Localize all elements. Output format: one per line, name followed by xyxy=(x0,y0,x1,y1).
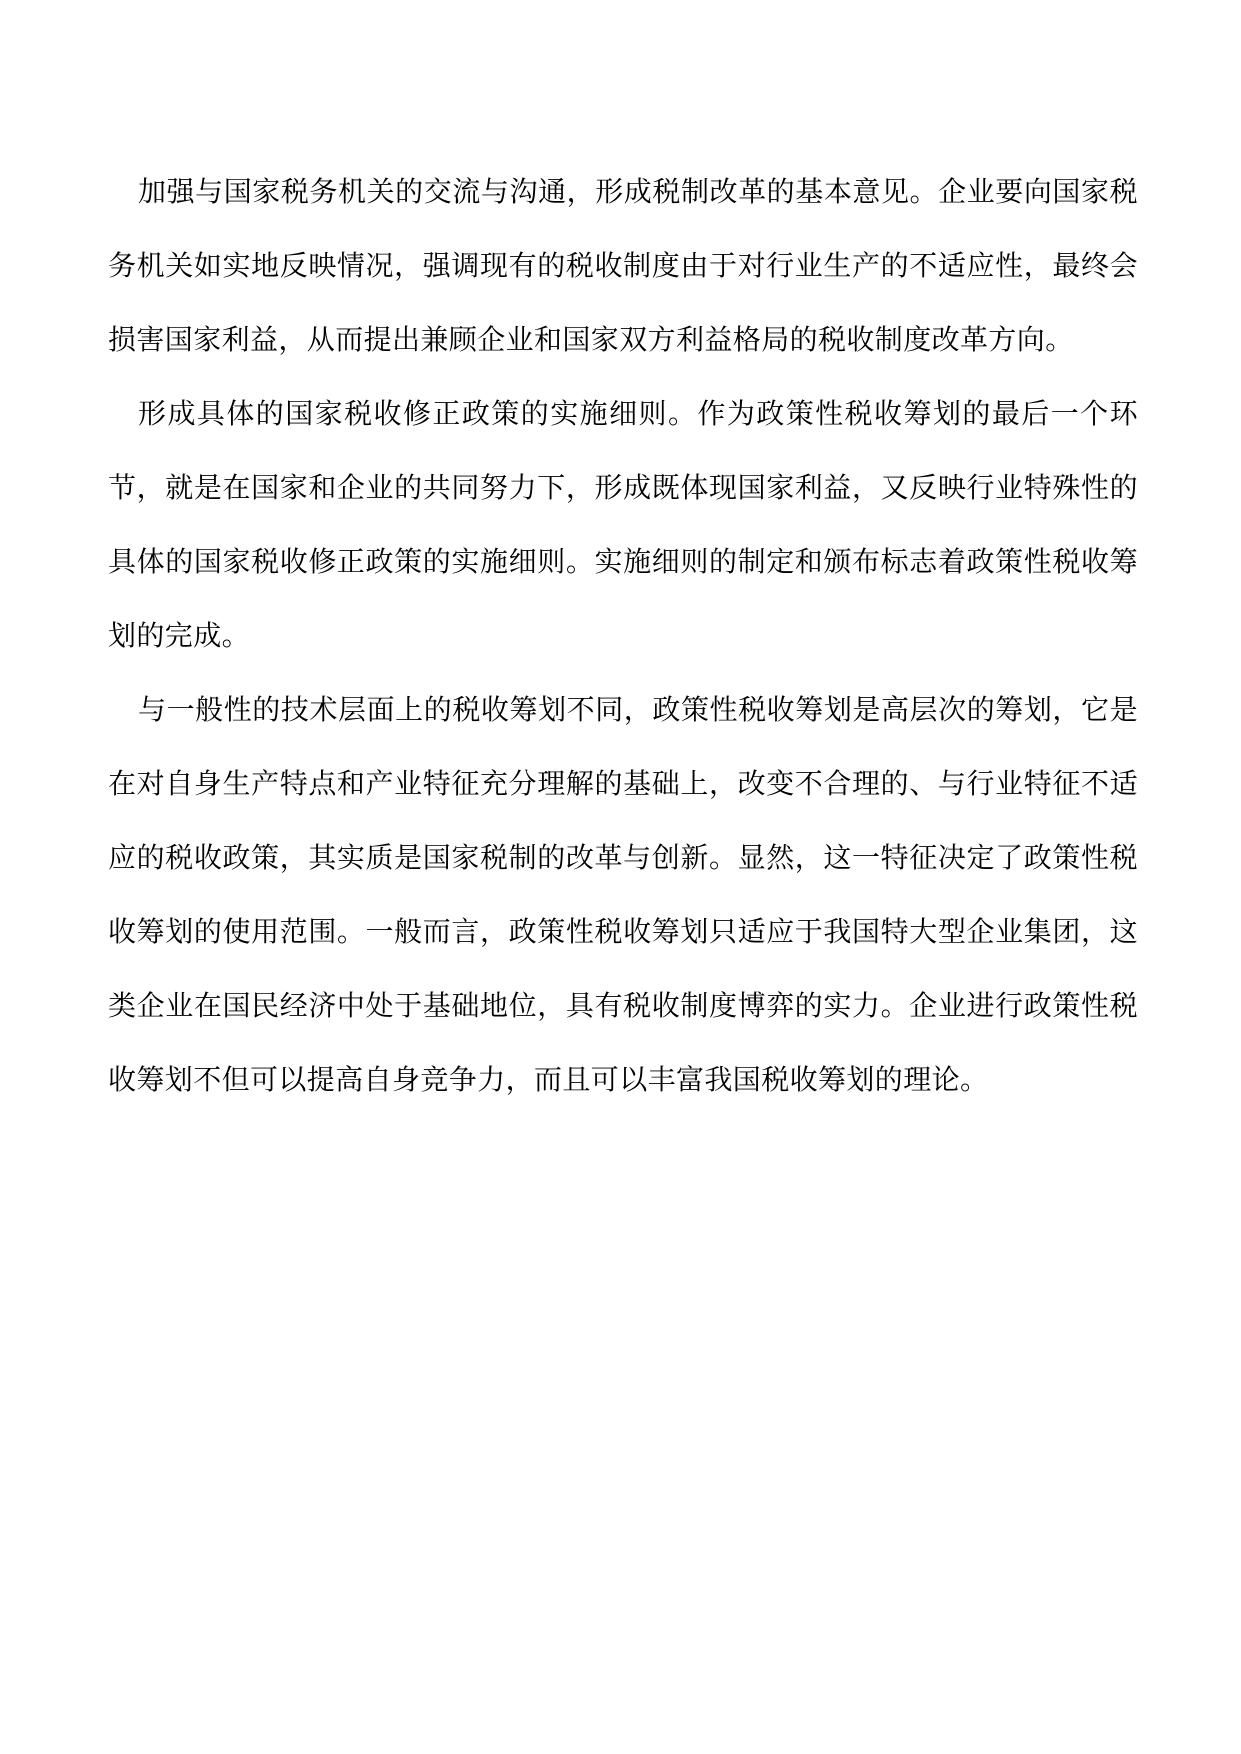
paragraph-3: 与一般性的技术层面上的税收筹划不同，政策性税收筹划是高层次的筹划，它是在对自身生产特点和产业特征充分理解的基础上，改变不合理的、与行业特征不适应的税收政策，其实质是国家税制的改革与创新。显然，这一特征决定了政策性税收筹划的使用范围。一般而言，政策性税收筹划只适应于我国特大型企业集团，这类企业在国民经济中处于基础地位，具有税收制度博弈的实力。企业进行政策性税收筹划不但可以提高自身竞争力，而且可以丰富我国税收筹划的理论。 xyxy=(108,693,1138,1096)
document-body xyxy=(108,155,1138,1117)
paragraph-1: 加强与国家税务机关的交流与沟通，形成税制改革的基本意见。企业要向国家税务机关如实地反映情况，强调现有的税收制度由于对行业生产的不适应性，最终会损害国家利益，从而提出兼顾企业和国家双方利益格局的税收制度改革方向。 xyxy=(108,175,1138,356)
paragraph-2: 形成具体的国家税收修正政策的实施细则。作为政策性税收筹划的最后一个环节，就是在国家和企业的共同努力下，形成既体现国家利益，又反映行业特殊性的具体的国家税收修正政策的实施细则。实施细则的制定和颁布标志着政策性税收筹划的完成。 xyxy=(108,397,1138,652)
